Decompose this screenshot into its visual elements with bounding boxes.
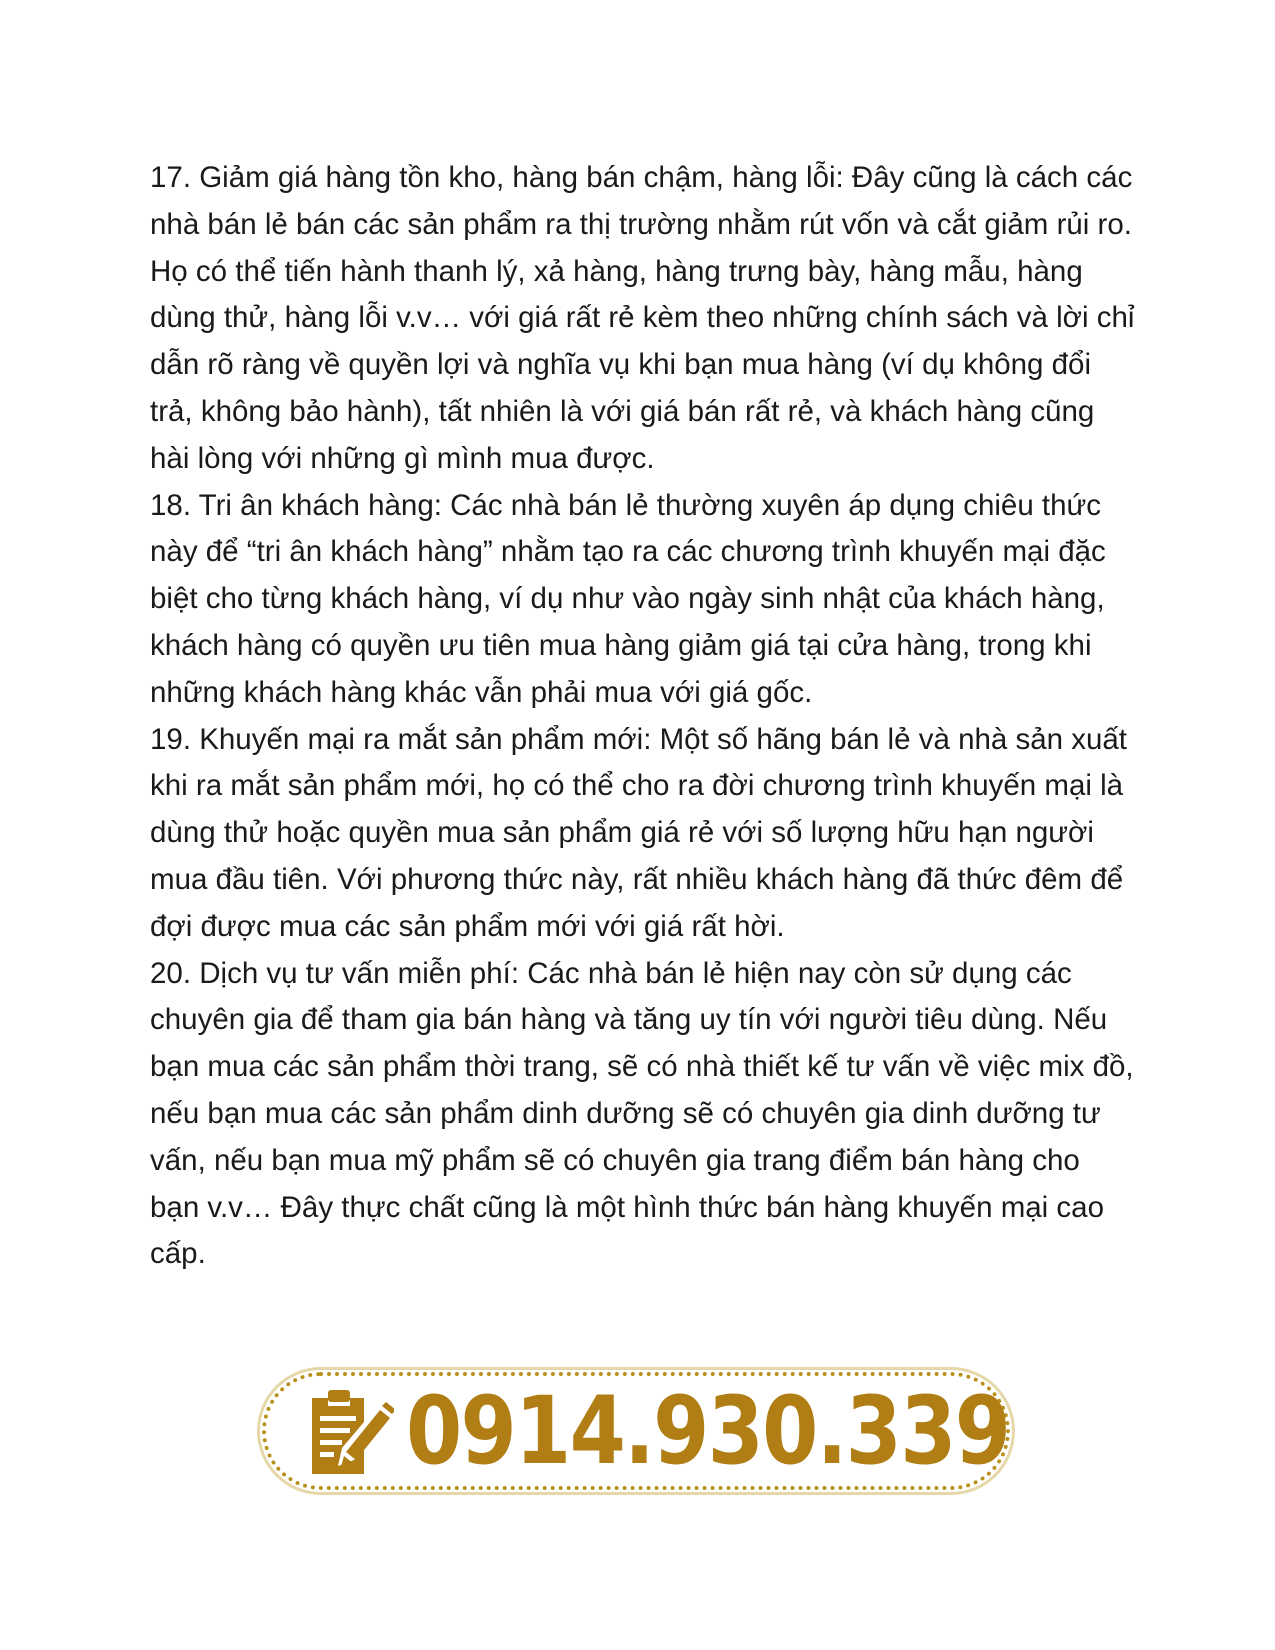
paragraph-17: 17. Giảm giá hàng tồn kho, hàng bán chậm, hàng lỗi: Đây cũng là cách các nhà bán lẻ bán các sản phẩm ra thị trường nhằm rút vốn và cắt giảm rủi ro. Họ có thể tiến hành thanh lý, xả hàng, hàng trưng bày, hàng mẫu, hàng dùng thử, hàng lỗi v.v… với giá rất rẻ kèm theo những chính sách và lời chỉ dẫn rõ ràng về quyền lợi và nghĩa vụ khi bạn mua hàng (ví dụ không đổi trả, không bảo hành), tất nhiên là với giá bán rất rẻ, và khách hàng cũng hài lòng với những gì mình mua được. — [150, 161, 1135, 475]
phone-number[interactable]: 0914.930.339 — [406, 1377, 1010, 1486]
phone-banner[interactable] — [262, 1372, 1010, 1490]
paragraph-20: 20. Dịch vụ tư vấn miễn phí: Các nhà bán lẻ hiện nay còn sử dụng các chuyên gia để tham gia bán hàng và tăng uy tín với người tiêu dùng. Nếu bạn mua các sản phẩm thời trang, sẽ có nhà thiết kế tư vấn về việc mix đồ, nếu bạn mua các sản phẩm dinh dưỡng sẽ có chuyên gia dinh dưỡng tư vấn, nếu bạn mua mỹ phẩm sẽ có chuyên gia trang điểm bán hàng cho bạn v.v… Đây thực chất cũng là một hình thức bán hàng khuyến mại cao cấp. — [150, 956, 1134, 1271]
document-body — [150, 155, 1135, 1278]
paragraph-18: 18. Tri ân khách hàng: Các nhà bán lẻ thường xuyên áp dụng chiêu thức này để “tri ân khách hàng” nhằm tạo ra các chương trình khuyến mại đặc biệt cho từng khách hàng, ví dụ như vào ngày sinh nhật của khách hàng, khách hàng có quyền ưu tiên mua hàng giảm giá tại cửa hàng, trong khi những khách hàng khác vẫn phải mua với giá gốc. — [150, 488, 1106, 709]
paragraph-19: 19. Khuyến mại ra mắt sản phẩm mới: Một số hãng bán lẻ và nhà sản xuất khi ra mắt sản phẩm mới, họ có thể cho ra đời chương trình khuyến mại là dùng thử hoặc quyền mua sản phẩm giá rẻ với số lượng hữu hạn người mua đầu tiên. Với phương thức này, rất nhiều khách hàng đã thức đêm để đợi được mua các sản phẩm mới với giá rất hời. — [150, 722, 1128, 943]
note-pencil-icon — [302, 1388, 394, 1478]
